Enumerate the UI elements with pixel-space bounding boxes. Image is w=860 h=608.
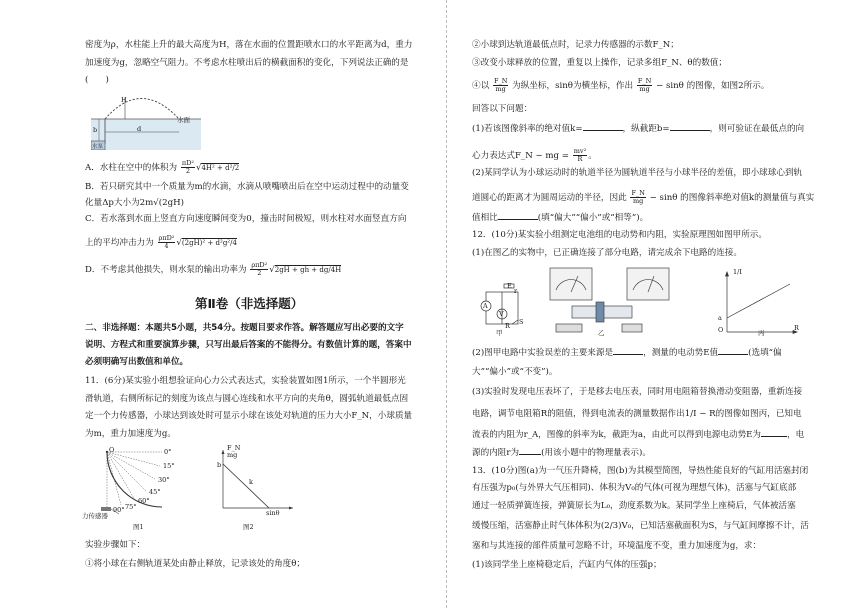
q11-2-line: (2)某同学认为小球运动时的轨道半径为圆轨道半径与小球半径的差值，即小球球心到轨: [472, 168, 803, 178]
q13-line: 缓慢压缩，活塞静止时气体体积为(2/3)V₀，已知活塞截面积为S，与气缸间摩擦不计，活: [472, 521, 809, 531]
option-d-den: 2: [257, 268, 262, 277]
step-4-num: F_N: [493, 77, 508, 85]
q11-1-num: mv²: [573, 147, 587, 155]
ammeter-label: A: [483, 302, 488, 310]
q11-1-d-pre: 心力表达式F_N − mg =: [472, 150, 569, 161]
q11-1-c: ，则可验证在最低点的向: [709, 124, 805, 134]
answer-blank[interactable]: [761, 436, 787, 437]
step-4-fraction-2: [637, 78, 652, 93]
option-a-text: A．水柱在空中的体积为: [85, 162, 178, 173]
q13-line: 通过一轻质弹簧连接，弹簧原长为L₀，劲度系数为k。某同学坐上座椅后，气体被活塞: [472, 501, 796, 511]
q11-2-end-a: 值相比: [472, 213, 498, 223]
steps-title: 实验步骤如下：: [85, 540, 146, 550]
fig1-angle-label: 15°: [163, 462, 175, 470]
instructions-line: 说明、方程式和重要演算步骤，只写出最后答案的不能得分。有数值计算的题，答案中: [85, 340, 412, 350]
fountain-H-label: H: [121, 96, 127, 104]
option-a-root: 4H² + d²/2: [201, 163, 240, 172]
instructions-line: 必须明确写出数值和单位。: [85, 357, 189, 367]
step-4-den-2: mg: [639, 84, 650, 93]
q11-text-line: 11．(6分)某实验小组想验证向心力公式表达式，实验装置如图1所示，一个半圆形光: [85, 376, 406, 386]
fountain-d-label: d: [137, 125, 142, 133]
q11-1-d-post: 。: [588, 150, 597, 161]
option-c-num: ρπD²: [158, 234, 175, 242]
q11-text-line: 为m，重力加速度为g。: [85, 429, 176, 439]
q11-1-b: ，纵截距b=: [622, 124, 670, 134]
internal-r-label: r: [514, 287, 518, 295]
part2-title: 第Ⅱ卷（非选择题）: [195, 296, 304, 311]
step-4-mid: 为纵坐标，sinθ为横坐标，作出: [512, 80, 634, 91]
q11-2-den: mg: [633, 196, 644, 205]
fig2-b-label: b: [217, 461, 222, 469]
fig2-x-label: sinθ: [266, 509, 280, 517]
q10-text-line: ( ): [85, 75, 109, 85]
fig-yi-caption: 乙: [598, 329, 605, 337]
fig1-angle-label: 90°: [113, 506, 125, 514]
q11-2-tail: − sinθ 的图像斜率绝对值k的测量值与真实: [649, 192, 815, 203]
fig1-angle-label: 45°: [149, 488, 161, 496]
q12-3-tail-b: (用该小题中的物理量表示)。: [541, 448, 651, 458]
answer-blank[interactable]: [613, 354, 643, 355]
option-a-num: πD²: [181, 159, 194, 167]
pump-label: 水泵: [92, 144, 104, 150]
option-b-line2: 化量Δp大小为2m√(2gH): [85, 198, 184, 208]
q11-2-end: [472, 214, 648, 223]
step-4-den: mg: [495, 84, 506, 93]
fig-bing-origin: O: [718, 326, 724, 334]
column-divider: [446, 0, 447, 608]
answer-blank[interactable]: [519, 454, 541, 455]
option-d-root: 2gH + gh + dg/4H: [274, 265, 342, 274]
fig1-angle-label: 0°: [164, 448, 172, 456]
option-c-root: (2gH)² + d²g²/4: [181, 238, 237, 247]
option-c-line1: C．若水落到水面上竖直方向速度瞬间变为0，撞击时间极短，则水柱对水面竖直方向: [85, 214, 407, 224]
q12-3-line: (3)实验时发现电压表坏了，于是移去电压表，同时用电阻箱替换滑动变阻器，重新连接: [472, 387, 803, 397]
fig-jia-caption: 甲: [496, 329, 503, 337]
q11-2-line2: [472, 190, 814, 205]
q11-text-line: 滑轨道，右侧所标记的刻度为该点与圆心连线和水平方向的夹角θ，圆弧轨道最低点固: [85, 394, 409, 404]
q12-figures: [472, 262, 807, 338]
option-a-den: 2: [185, 166, 190, 175]
q12-2-c: (选填“偏: [748, 348, 782, 358]
q12-1: (1)在图乙的实物中，已正确连接了部分电路，请完成余下电路的连接。: [472, 248, 742, 258]
resistor-label: R: [505, 322, 510, 330]
fig2-caption: 图2: [243, 523, 254, 531]
answer-blank[interactable]: [583, 130, 623, 131]
q11-2-num: F_N: [631, 189, 645, 197]
fig-bing-a-label: a: [718, 314, 722, 322]
fig2-k-label: k: [249, 478, 253, 486]
q11-1: [472, 125, 804, 134]
option-a-fraction: [181, 160, 195, 175]
switch-label: S: [519, 318, 524, 326]
option-c-fraction: [158, 235, 176, 250]
step-4-pre: ④以: [472, 80, 490, 91]
q11-2-end-b: (填“偏大”“偏小”或“相等”)。: [537, 213, 649, 223]
q12-3-line4: [472, 449, 651, 458]
fig1-O-label: O: [109, 446, 115, 454]
q12-2-b: ，测量的电动势E值: [643, 348, 719, 358]
step-3: ③改变小球释放的位置，重复以上操作，记录多组F_N、θ的数值；: [472, 58, 727, 68]
fig-bing-x-label: R: [794, 324, 799, 332]
q11-2-line2-text: 道圆心的距离才为圆周运动的半径，因此: [472, 192, 627, 203]
q12-2-a: (2)图甲电路中实验误差的主要来源是: [472, 348, 614, 358]
q12-3-line: 电路，调节电阻箱R的阻值，得到电流表的测量数据作出1/I − R的图像如图丙，已知电: [472, 409, 802, 419]
fig2-y-label-top: F_N: [227, 444, 241, 452]
q12-2-d: 大”“偏小”或“不变”)。: [472, 367, 558, 377]
option-c: 上的平均冲击力为 $\frac{\text{ρπD²}}{4}$ √(2gH)² + d²g²/4: [85, 234, 237, 250]
q10-text-line: 密度为ρ，水柱能上升的最大高度为H，落在水面的位置距喷水口的水平距离为d，重力: [85, 40, 413, 50]
fig2-y-label-bottom: mg: [227, 451, 238, 459]
q11-text-line: 定一个力传感器，小球达到该处时可显示小球在该处对轨道的压力大小F_N，小球质量: [85, 411, 413, 421]
option-a: A．水柱在空中的体积为 $\frac{\text{πD²}}{2}$ √4H² + d²/2: [85, 159, 240, 175]
emf-label: E: [507, 282, 512, 290]
fig1-angle-label: 75°: [125, 503, 137, 511]
q13-line: 塞和与其连接的部件质量可忽略不计，环境温度不变，重力加速度为g，求：: [472, 541, 762, 551]
step-4: [472, 78, 769, 93]
fig1-caption: 图1: [133, 523, 144, 531]
fig1-angle-label: 60°: [138, 497, 150, 505]
step-4-fraction: [493, 78, 508, 93]
voltmeter-label: V: [499, 310, 504, 318]
q10-text-line: 加速度为g，忽略空气阻力。不考虑水柱喷出后的横截面积的变化，下列说法正确的是: [85, 58, 409, 68]
q11-2-fraction: [630, 190, 645, 205]
step-1: ①将小球在右侧轨道某处由静止释放，记录该处的角度θ；: [85, 559, 306, 569]
instructions-line: 二、非选择题：本题共5小题，共54分。按题目要求作答。解答题应写出必要的文字: [85, 323, 404, 333]
fig-bing-caption: 丙: [758, 329, 765, 337]
force-sensor-label: 力传感器: [82, 512, 108, 520]
q11-1-formula: [472, 148, 597, 163]
option-d-num: ρπD²: [251, 261, 268, 269]
option-d-text: D．不考虑其他损失，则水泵的输出功率为: [85, 264, 247, 275]
option-b-line1: B．若只研究其中一个质量为m的水滴，水滴从喷嘴喷出后在空中运动过程中的动量变: [85, 182, 409, 192]
answer-blank[interactable]: [670, 130, 710, 131]
water-surface-label: 水面: [177, 116, 190, 124]
q13-line: 有压强为p₀(与外界大气压相同)、体积为V₀的气体(可视为理想气体)，活塞与气缸底部: [472, 483, 797, 493]
option-c-den: 4: [164, 241, 169, 250]
q12-3-line3-text: 流表的内阻为r_A，图像的斜率为k，截距为a，由此可以得到电源电动势E为: [472, 430, 762, 440]
q12-intro: 12．(10分)某实验小组测定电池组的电动势和内阻，实验原理图如图甲所示。: [472, 230, 767, 240]
q13-line: 13．(10分)图(a)为一气压升降椅，图(b)为其模型简图，导热性能良好的气缸用活塞封闭: [472, 466, 809, 476]
option-d: D．不考虑其他损失，则水泵的输出功率为 $\frac{\text{ρπD²}}{2}$ √2gH + gh + dg/4H: [85, 261, 342, 277]
answer-intro: 回答以下问题：: [472, 104, 533, 114]
step-4-num-2: F_N: [637, 77, 652, 85]
q11-1-a: (1)若该图像斜率的绝对值k=: [472, 124, 583, 134]
option-c-text: 上的平均冲击力为: [85, 237, 154, 248]
q13-line: (1)该同学坐上座椅稳定后，汽缸内气体的压强p；: [472, 560, 662, 570]
option-d-fraction: [250, 262, 268, 277]
q12-2: [472, 349, 782, 358]
step-2: ②小球到达轨道最低点时，记录力传感器的示数F_N；: [472, 40, 679, 50]
q12-3-tail-a: ，电: [787, 430, 805, 440]
fountain-b-label: b: [93, 126, 98, 134]
q12-3-line4-text: 源的内阻r为: [472, 448, 520, 458]
fig-bing-y-label: 1/I: [733, 268, 742, 276]
answer-blank[interactable]: [498, 219, 538, 220]
q12-3-line3: [472, 431, 804, 440]
fountain-figure: [91, 86, 211, 150]
fig1-angle-label: 30°: [158, 476, 170, 484]
q11-1-fraction: [573, 148, 587, 163]
step-4-post: − sinθ 的图像，如图2所示。: [656, 80, 770, 91]
answer-blank[interactable]: [718, 354, 748, 355]
q11-1-den: R: [577, 154, 583, 163]
